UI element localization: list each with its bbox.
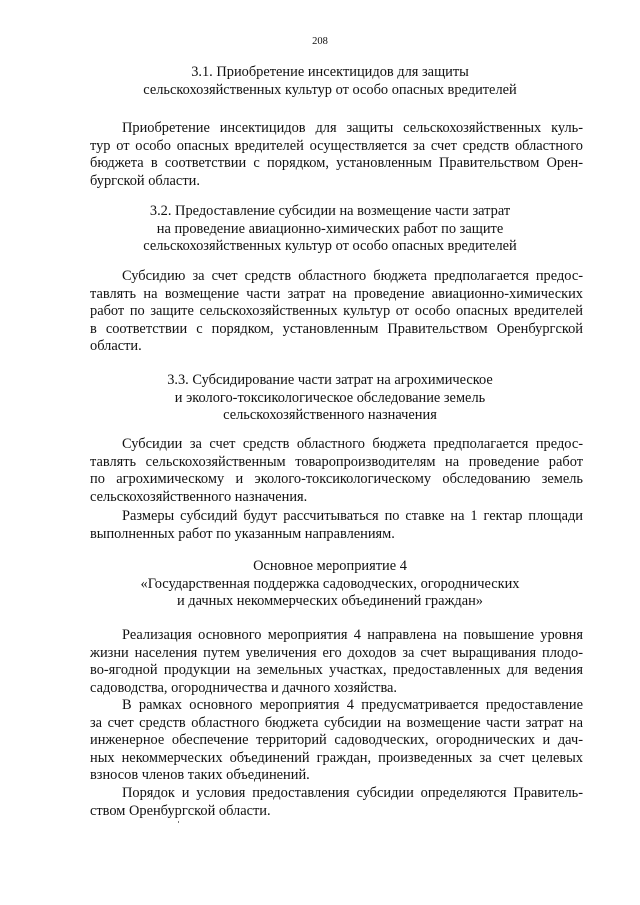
paragraph-line: Приобретение инсектицидов для защиты сельскохозяйственных куль- xyxy=(122,120,583,136)
paragraph-line: тур от особо опасных вредителей осуществляется за счет средств областного xyxy=(90,137,583,154)
heading-line: Основное мероприятие 4 xyxy=(253,558,407,574)
main-activity-4-paragraph xyxy=(90,697,583,785)
section-3-2-paragraph xyxy=(90,268,583,356)
paragraph-line: бургской области. xyxy=(90,172,200,189)
heading-line: «Государственная поддержка садоводческих, огороднических xyxy=(140,575,520,592)
paragraph-line: по агрохимическому и эколого-токсикологическому обследованию земель xyxy=(90,471,583,488)
paragraph-line: ством Оренбургской области. xyxy=(90,802,271,819)
paragraph-line: тавлять сельскохозяйственным товаропроизводителям на проведение работ xyxy=(90,453,583,470)
paragraph-line: работ по защите сельскохозяйственных культур от особо опасных вредителей xyxy=(90,303,583,320)
paragraph-line: взносов членов таких объединений. xyxy=(90,767,310,784)
paragraph-line: во-ягодной продукции на земельных участках, предоставленных для ведения xyxy=(90,662,583,679)
paragraph-line: выполненных работ по указанным направлениям. xyxy=(90,525,395,542)
paragraph-line: Размеры субсидий будут рассчитываться по ставке на 1 гектар площади xyxy=(122,508,583,524)
heading-line: 3.2. Предоставление субсидии на возмещение части затрат xyxy=(149,203,511,219)
main-activity-4-heading xyxy=(90,558,570,611)
paragraph-line: инженерное обеспечение территорий садоводческих, огороднических и дач- xyxy=(90,732,583,749)
section-3-1-heading xyxy=(90,64,570,99)
section-3-1-paragraph xyxy=(90,120,583,190)
section-3-3-heading xyxy=(90,372,570,425)
heading-line: и эколого-токсикологическое обследование земель xyxy=(174,389,486,406)
scan-speck xyxy=(178,821,179,823)
section-3-3-paragraph xyxy=(90,508,583,543)
heading-line: и дачных некоммерческих объединений граждан» xyxy=(176,593,484,610)
heading-line: 3.3. Субсидирование части затрат на агрохимическое xyxy=(167,372,493,388)
heading-line: сельскохозяйственных культур от особо опасных вредителей xyxy=(143,238,517,255)
paragraph-line: жизни населения путем увеличения его доходов за счет выращивания плодо- xyxy=(90,644,583,661)
paragraph-line: Субсидии за счет средств областного бюджета предполагается предос- xyxy=(122,436,583,452)
paragraph-line: В рамках основного мероприятия 4 предусматривается предоставление xyxy=(122,697,583,713)
paragraph-line: сельскохозяйственного назначения. xyxy=(90,488,308,505)
main-activity-4-paragraph xyxy=(90,627,583,697)
paragraph-line: за счет средств областного бюджета субсидии на возмещение части затрат на xyxy=(90,714,583,731)
heading-line: 3.1. Приобретение инсектицидов для защиты xyxy=(191,64,469,80)
paragraph-line: ных некоммерческих объединений граждан, произведенных за счет целевых xyxy=(90,749,583,766)
paragraph-line: Порядок и условия предоставления субсидии определяются Правитель- xyxy=(122,785,583,801)
heading-line: сельскохозяйственных культур от особо опасных вредителей xyxy=(143,81,517,98)
paragraph-line: Субсидию за счет средств областного бюджета предполагается предос- xyxy=(122,268,583,284)
paragraph-line: в соответствии с порядком, установленным Правительством Оренбургской xyxy=(90,320,583,337)
section-3-3-paragraph xyxy=(90,436,583,506)
paragraph-line: тавлять на возмещение части затрат на проведение авиационно-химических xyxy=(90,285,583,302)
page-number: 208 xyxy=(312,36,328,47)
heading-line: на проведение авиационно-химических работ по защите xyxy=(156,220,504,237)
paragraph-line: Реализация основного мероприятия 4 направлена на повышение уровня xyxy=(122,627,583,643)
paragraph-line: садоводства, огородничества и дачного хозяйства. xyxy=(90,679,398,696)
section-3-2-heading xyxy=(90,203,570,256)
heading-line: сельскохозяйственного назначения xyxy=(223,407,437,424)
paragraph-line: бюджета в соответствии с порядком, установленным Правительством Орен- xyxy=(90,155,583,172)
main-activity-4-paragraph xyxy=(90,785,583,820)
paragraph-line: области. xyxy=(90,338,142,355)
